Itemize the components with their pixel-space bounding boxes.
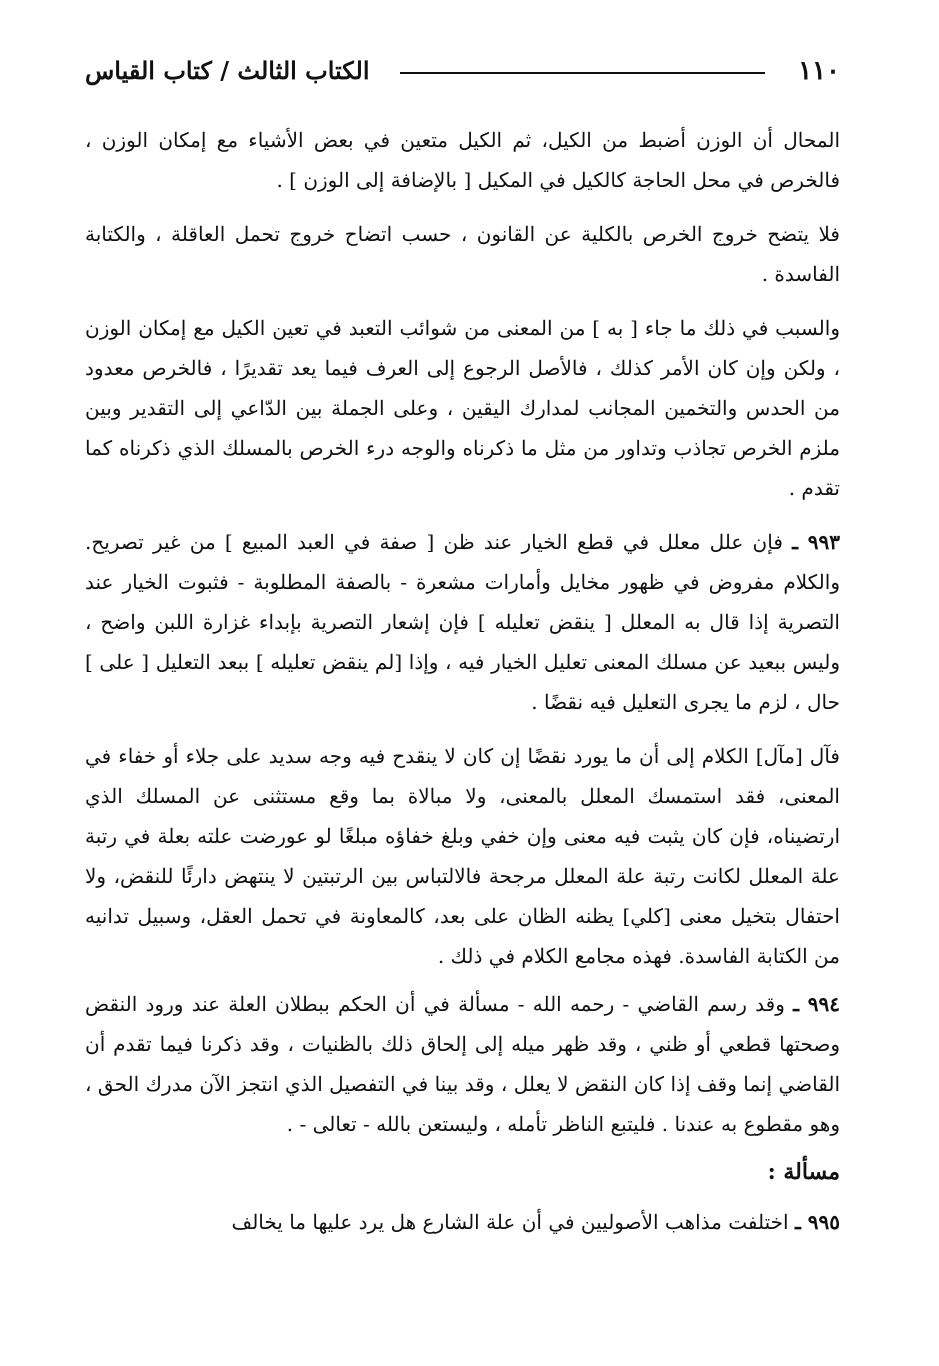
paragraph-995 [85, 1202, 840, 1242]
paragraph-text: وقد رسم القاضي - رحمه الله - مسألة في أن الحكم ببطلان العلة عند ورود النقض وصحتها قطعي أو ظني ، وقد ظهر ميله إلى إلحاق ذلك بالظنيات ، وقد ذكرنا فيما تقدم أن القاضي إنما وقف إذا كان النقض لا يعلل ، وقد بينا في التفصيل الذي انتجز الآن مدرك الحق ، وهو مقطوع به عندنا . فليتبع الناظر تأمله ، وليستعن بالله - تعالى - . [85, 992, 840, 1136]
paragraph-993 [85, 522, 840, 722]
paragraph-5 [85, 736, 840, 976]
running-title: الكتاب الثالث / كتاب القياس [85, 56, 370, 85]
paragraph-994 [85, 984, 840, 1144]
paragraph-number: ٩٩٤ ـ [793, 992, 841, 1016]
paragraph-text: المحال أن الوزن أضبط من الكيل، ثم الكيل متعين في بعض الأشياء مع إمكان الوزن ، فالخرص في محل الحاجة كالكيل في المكيل [ بالإضافة إلى الوزن ] . [85, 128, 840, 192]
paragraph-number: ٩٩٥ ـ [794, 1210, 840, 1234]
paragraph-text: والسبب في ذلك ما جاء [ به ] من المعنى من شوائب التعبد في تعين الكيل مع إمكان الوزن ، ولكن وإن كان الأمر كذلك ، فالأصل الرجوع إلى العرف فيما يعد تقديرًا ، فالخرص معدود من الحدس والتخمين المجانب لمدارك اليقين ، وعلى الجملة بين الدّاعي إلى التقدير وبين ملزم الخرص تجاذب وتداور من مثل ما ذكرناه والوجه درء الخرص بالمسلك الذي ذكرناه كما تقدم . [85, 316, 840, 500]
paragraph-3 [85, 308, 840, 508]
paragraph-text: اختلفت مذاهب الأصوليين في أن علة الشارع هل يرد عليها ما يخالف [231, 1210, 789, 1234]
page-header [85, 52, 840, 96]
paragraph-1 [85, 120, 840, 200]
paragraph-text: فإن علل معلل في قطع الخيار عند ظن [ صفة في العبد المبيع ] من غير تصريح. والكلام مفروض في ظهور مخايل وأمارات مشعرة - بالصفة المطلوبة - فثبوت الخيار عند التصرية إذا قال به المعلل [ ينقض تعليله ] فإن إشعار التصرية بإبداء غزارة اللبن واضح ، وليس ببعيد عن مسلك المعنى تعليل الخيار فيه ، وإذا [لم ينقض تعليله ] ببعد التعليل [ على ] حال ، لزم ما يجرى التعليل فيه نقضًا . [85, 530, 841, 714]
section-heading: مسألة : [767, 1159, 840, 1185]
page-number: ١١٠ [798, 56, 840, 86]
paragraph-number: ٩٩٣ ـ [792, 530, 840, 554]
body-text [85, 120, 840, 1256]
header-rule [400, 72, 765, 74]
paragraph-text: فآل [مآل] الكلام إلى أن ما يورد نقضًا إن كان لا ينقدح فيه وجه سديد على جلاء أو خفاء في المعنى، فقد استمسك المعلل بالمعنى، ولا مبالاة بما وقع مستثنى عن المسلك الذي ارتضيناه، فإن كان يثبت فيه معنى وإن خفي وبلغ خفاؤه مبلغًا لو عورضت علته بعلة في رتبة علة المعلل لكانت رتبة علة المعلل مرجحة فالالتباس بين الرتبتين لا ينتهض دارئًا للنقض، ولا احتفال بتخيل معنى [كلي] يظنه الظان على بعد، كالمعاونة في تحمل العقل، وسبيل تدانيه من الكتابة الفاسدة. فهذه مجامع الكلام في ذلك . [85, 744, 840, 968]
paragraph-2 [85, 214, 840, 294]
paragraph-text: فلا يتضح خروج الخرص بالكلية عن القانون ، حسب اتضاح خروج تحمل العاقلة ، والكتابة الفاسدة . [85, 222, 840, 286]
